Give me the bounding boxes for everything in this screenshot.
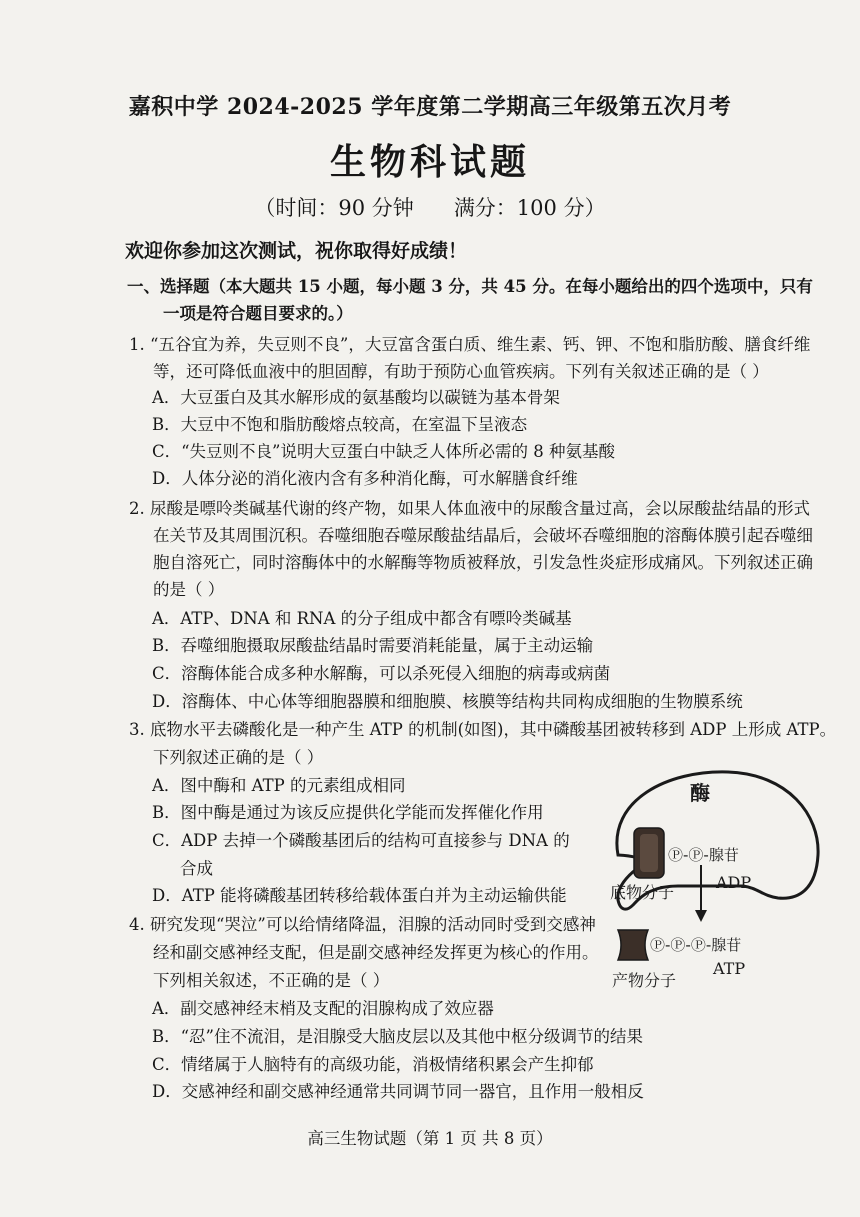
q1-stem-line1: 1. “五谷宜为养，失豆则不良”，大豆富含蛋白质、维生素、钙、钾、不饱和脂肪酸、膳食纤维 <box>129 335 811 354</box>
exam-info <box>0 192 860 222</box>
adp-chain: Ⓟ-Ⓟ-腺苷 <box>668 846 739 864</box>
q3-option-c-cont: 合成 <box>180 859 213 878</box>
page-footer: 高三生物试题（第 1 页 共 8 页） <box>307 1129 553 1148</box>
q4-option-b: B．“忍”住不流泪，是泪腺受大脑皮层以及其他中枢分级调节的结果 <box>152 1027 643 1046</box>
q4-option-d: D．交感神经和副交感神经通常共同调节同一器官，且作用一般相反 <box>152 1082 644 1101</box>
q2-option-b: B．吞噬细胞摄取尿酸盐结晶时需要消耗能量，属于主动运输 <box>152 636 594 655</box>
q4-stem-line1: 4. 研究发现“哭泣”可以给情绪降温，泪腺的活动同时受到交感神 <box>129 915 596 934</box>
q4-option-c: C．情绪属于人脑特有的高级功能，消极情绪积累会产生抑郁 <box>152 1055 594 1074</box>
enzyme-label: 酶 <box>690 781 710 805</box>
atp-chain: Ⓟ-Ⓟ-Ⓟ-腺苷 <box>650 936 742 954</box>
q2-option-d: D．溶酶体、中心体等细胞器膜和细胞膜、核膜等结构共同构成细胞的生物膜系统 <box>152 692 743 711</box>
q2-stem-line1: 2. 尿酸是嘌呤类碱基代谢的终产物，如果人体血液中的尿酸含量过高，会以尿酸盐结晶的形式 <box>129 499 810 518</box>
adp-label: ADP <box>716 873 752 892</box>
q3-option-b: B．图中酶是通过为该反应提供化学能而发挥催化作用 <box>152 803 544 822</box>
q1-option-d: D．人体分泌的消化液内含有多种消化酶，可水解膳食纤维 <box>152 469 578 488</box>
q3-option-d: D．ATP 能将磷酸基团转移给载体蛋白并为主动运输供能 <box>152 886 567 905</box>
q1-option-b: B．大豆中不饱和脂肪酸熔点较高，在室温下呈液态 <box>152 415 528 434</box>
product-label: 产物分子 <box>612 971 677 990</box>
q2-stem-line2: 在关节及其周围沉积。吞噬细胞吞噬尿酸盐结晶后，会破坏吞噬细胞的溶酶体膜引起吞噬细 <box>153 526 813 545</box>
q1-stem-line2: 等，还可降低血液中的胆固醇，有助于预防心血管疾病。下列有关叙述正确的是（ ） <box>153 362 769 381</box>
time-info: （时间：90 分钟 <box>254 196 414 220</box>
substrate-label: 底物分子 <box>610 883 675 902</box>
section-heading-line2: 一项是符合题目要求的。） <box>163 304 353 323</box>
q4-stem-line2: 经和副交感神经支配，但是副交感神经发挥更为核心的作用。 <box>153 943 599 962</box>
arrow-head-icon <box>695 910 707 922</box>
q1-option-a: A．大豆蛋白及其水解形成的氨基酸均以碳链为基本骨架 <box>152 388 560 407</box>
q3-option-c: C．ADP 去掉一个磷酸基团后的结构可直接参与 DNA 的 <box>152 831 570 850</box>
score-info: 满分：100 分） <box>453 196 606 220</box>
section-heading-line1: 一、选择题（本大题共 15 小题，每小题 3 分，共 45 分。在每小题给出的四个选项中，只有 <box>127 277 813 296</box>
phosphorylation-diagram <box>598 760 828 1000</box>
q3-stem-line2: 下列叙述正确的是（ ） <box>153 748 324 767</box>
q2-option-c: C．溶酶体能合成多种水解酶，可以杀死侵入细胞的病毒或病菌 <box>152 664 611 683</box>
q4-option-a: A．副交感神经末梢及支配的泪腺构成了效应器 <box>152 999 494 1018</box>
q2-stem-line4: 的是（ ） <box>153 580 225 599</box>
q3-stem-line1: 3. 底物水平去磷酸化是一种产生 ATP 的机制(如图)，其中磷酸基团被转移到 ADP 上形成 ATP。 <box>129 720 837 739</box>
product-molecule-icon <box>618 930 648 960</box>
q2-option-a: A．ATP、DNA 和 RNA 的分子组成中都含有嘌呤类碱基 <box>152 609 572 628</box>
q2-stem-line3: 胞自溶死亡，同时溶酶体中的水解酶等物质被释放，引发急性炎症形成痛风。下列叙述正确 <box>153 553 813 572</box>
q4-stem-line3: 下列相关叙述，不正确的是（ ） <box>153 971 390 990</box>
phosphorylation-figure <box>598 760 828 1000</box>
q1-option-c: C．“失豆则不良”说明大豆蛋白中缺乏人体所必需的 8 种氨基酸 <box>152 442 615 461</box>
subject-title: 生物科试题 <box>329 141 530 183</box>
welcome-text: 欢迎你参加这次测试，祝你取得好成绩！ <box>125 240 468 262</box>
atp-label: ATP <box>713 959 746 978</box>
q3-option-a: A．图中酶和 ATP 的元素组成相同 <box>152 776 406 795</box>
school-title: 嘉积中学 2024-2025 学年度第二学期高三年级第五次月考 <box>128 94 732 120</box>
